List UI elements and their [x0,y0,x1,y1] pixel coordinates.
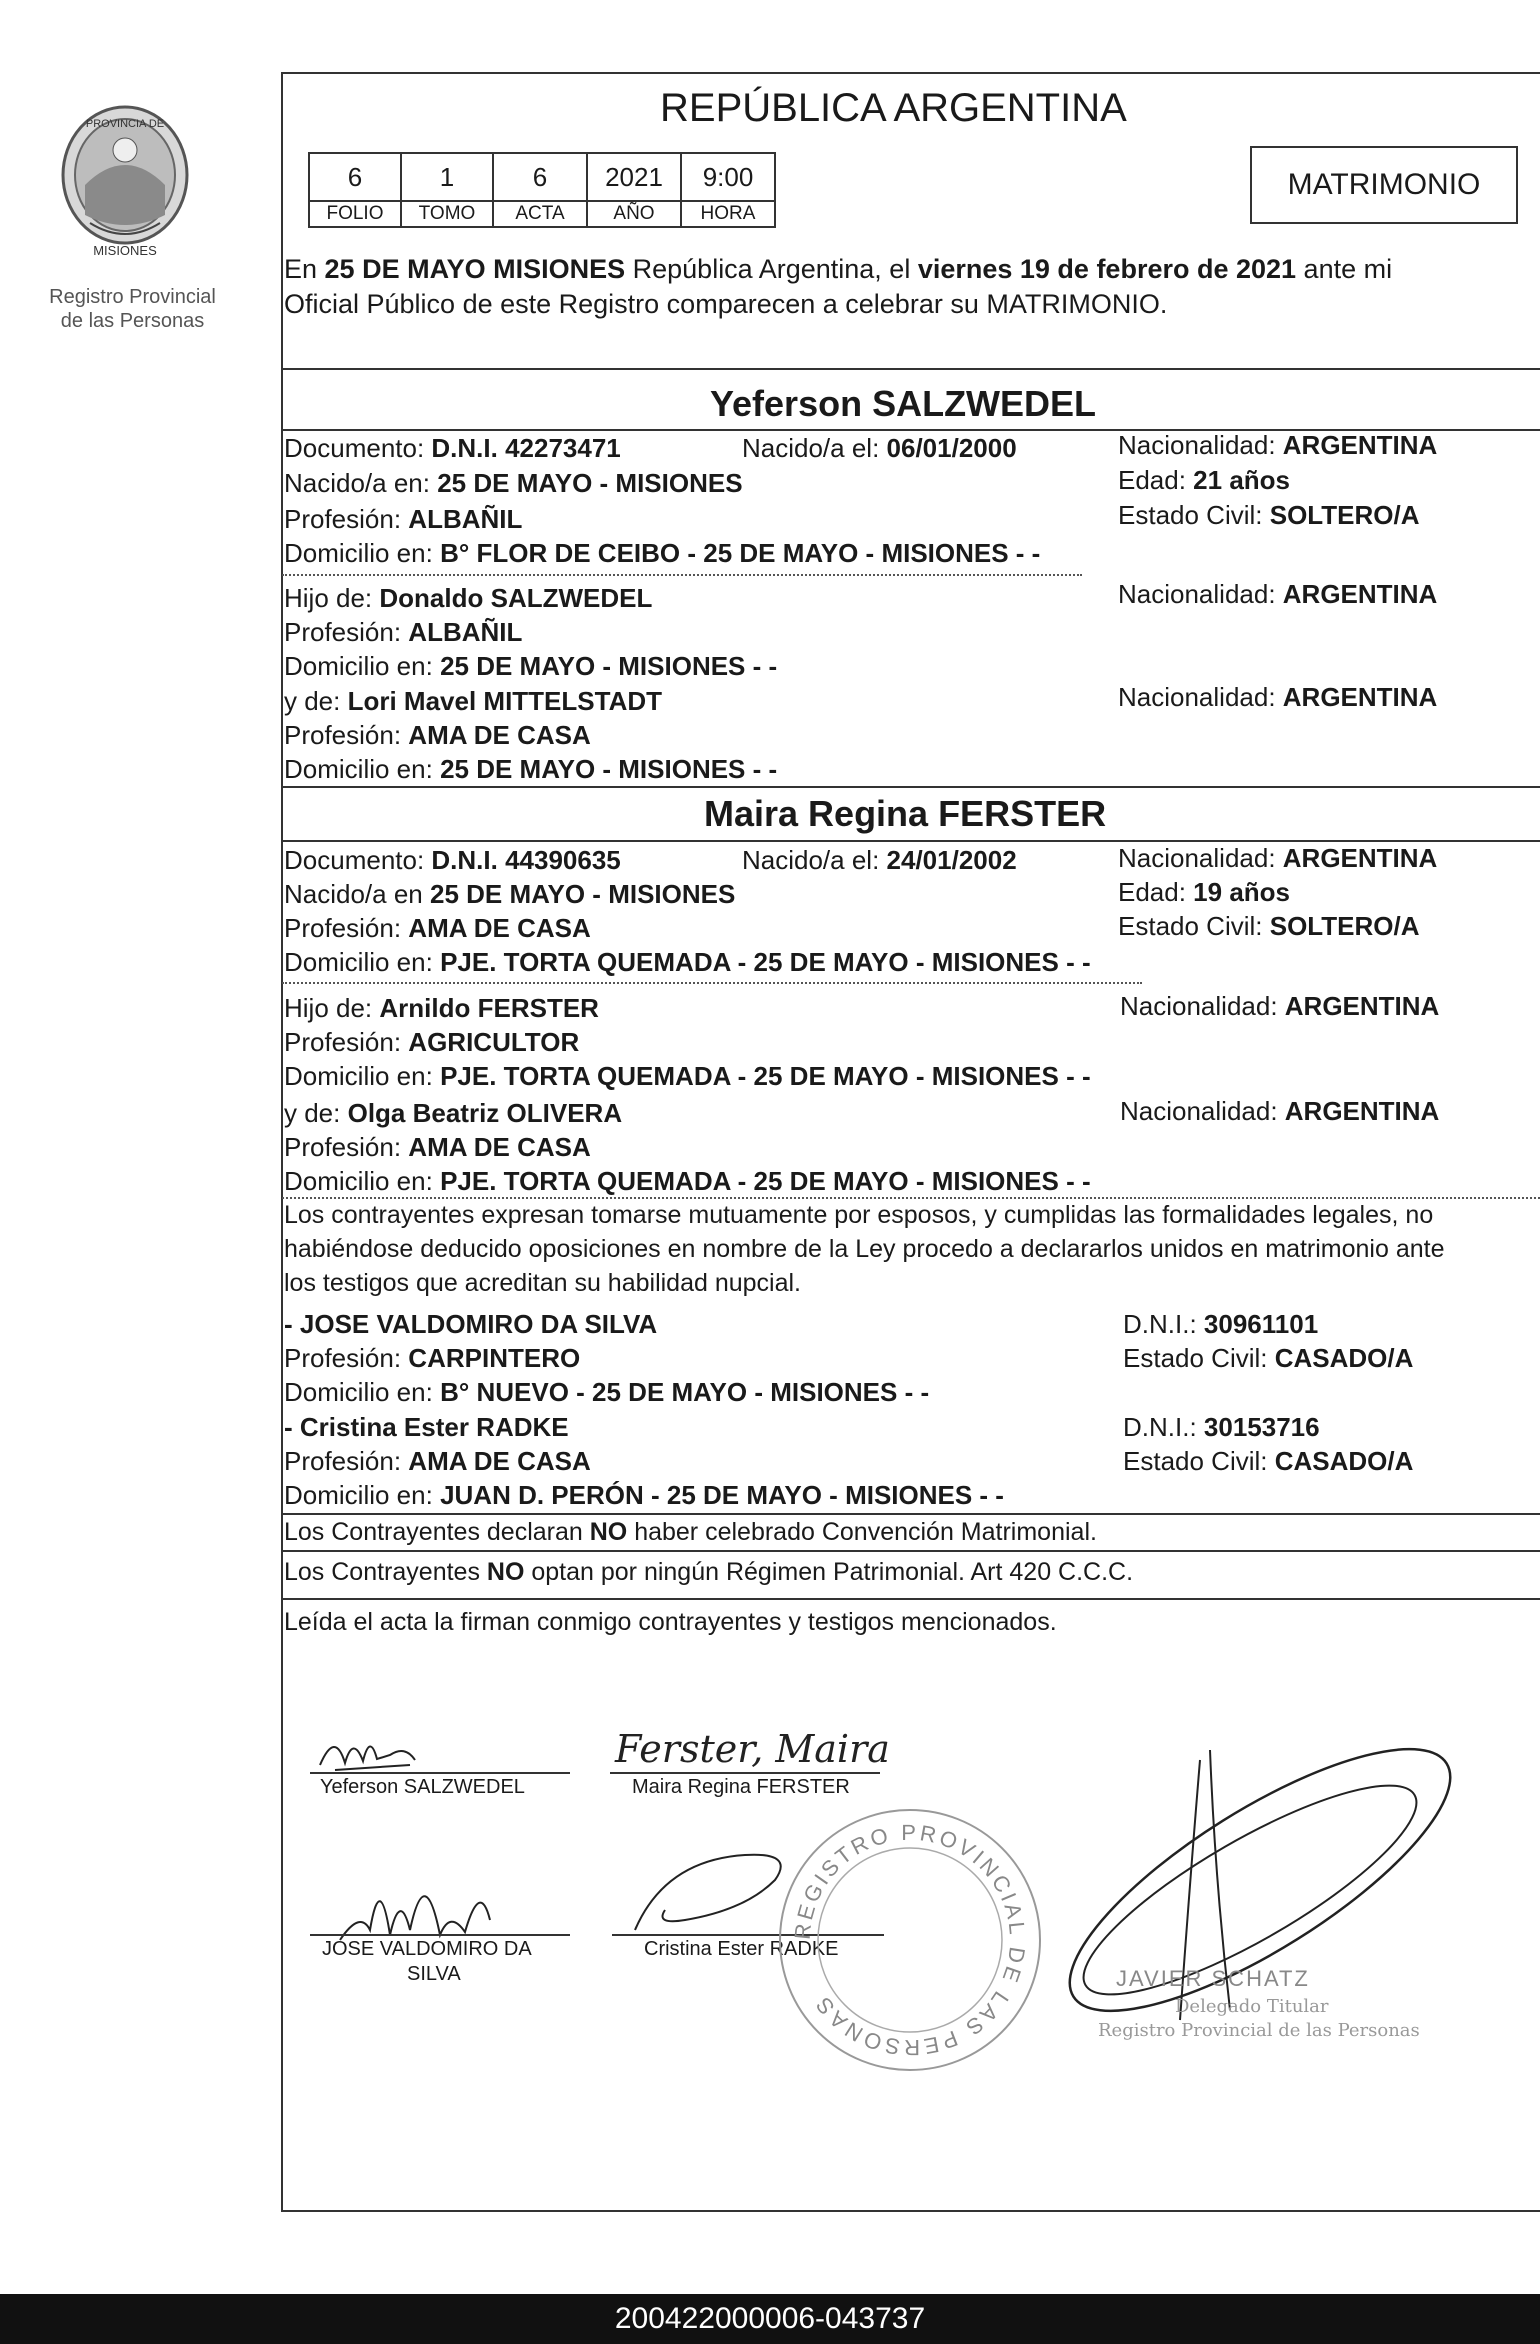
signature-caption-spouse1: Yeferson SALZWEDEL [320,1776,525,1798]
divider [282,786,1540,788]
witness1-name: - JOSE VALDOMIRO DA SILVA [284,1309,658,1339]
convention-no: NO [589,1518,628,1546]
prof-label: Profesión: [284,1343,409,1373]
seal-caption-line2: de las Personas [60,310,205,332]
divider [282,1598,1540,1600]
intro-place: 25 DE MAYO MISIONES [324,254,626,284]
addr-label: Domicilio en: [284,1377,441,1407]
signature-caption-witness2: Cristina Ester RADKE [644,1938,839,1960]
convention-text: haber celebrado Convención Matrimonial. [627,1518,1097,1546]
doc-label: Documento: [284,433,432,463]
addr-label: Domicilio en: [284,651,441,681]
dotted-divider [282,1197,1540,1199]
spouse2-mother: Olga Beatriz OLIVERA [347,1098,623,1128]
nat-label: Nacionalidad: [1118,682,1283,712]
civil-label: Estado Civil: [1118,911,1270,941]
folio-value: 6 [309,153,401,201]
barcode-text: 200422000006-043737 [614,2302,926,2335]
born-label: Nacido/a el: [742,433,887,463]
folio-label: FOLIO [309,201,401,227]
convention-text: Los Contrayentes [284,1558,487,1586]
spouse1-father-nat: ARGENTINA [1282,579,1438,609]
spouse1-mother-prof: AMA DE CASA [408,720,591,750]
anio-label: AÑO [587,201,681,227]
spouse2-mother-addr: PJE. TORTA QUEMADA - 25 DE MAYO - MISIONES - - [440,1166,1091,1196]
witness1-dni: 30961101 [1203,1309,1319,1339]
nat-label: Nacionalidad: [1120,991,1285,1021]
official-title: Delegado Titular [1175,1996,1329,2017]
registry-table [308,152,776,228]
tomo-value: 1 [401,153,493,201]
age-label: Edad: [1118,465,1194,495]
stamp-text-path: REGISTRO PROVINCIAL DE LAS PERSONAS [789,1819,1031,2061]
spouse2-addr: PJE. TORTA QUEMADA - 25 DE MAYO - MISIONES - - [440,947,1091,977]
tomo-label: TOMO [401,201,493,227]
prof-label: Profesión: [284,504,409,534]
civil-label: Estado Civil: [1123,1446,1275,1476]
anio-value: 2021 [587,153,681,201]
spouse2-age: 19 años [1193,877,1290,907]
father-label: Hijo de: [284,993,380,1023]
spouse2-mother-nat: ARGENTINA [1284,1096,1440,1126]
spouse2-father: Arnildo FERSTER [379,993,599,1023]
addr-label: Domicilio en: [284,1166,441,1196]
spouse1-born: 06/01/2000 [886,433,1017,463]
spouse1-mother-nat: ARGENTINA [1282,682,1438,712]
acta-label: ACTA [493,201,587,227]
addr-label: Domicilio en: [284,947,441,977]
closing-text: Leída el acta la firman conmigo contrayentes y testigos mencionados. [284,1608,1057,1636]
spouse1-father-addr: 25 DE MAYO - MISIONES - - [440,651,778,681]
spouse2-father-nat: ARGENTINA [1284,991,1440,1021]
witness2-dni: 30153716 [1203,1412,1320,1442]
dni-label: D.N.I.: [1123,1309,1204,1339]
born-label: Nacido/a el: [742,845,887,875]
seal-emblem-icon [55,105,195,275]
witness2-civil: CASADO/A [1274,1446,1414,1476]
mother-label: y de: [284,1098,348,1128]
signature-maira-handwritten: Ferster, Maira [615,1727,890,1771]
dotted-divider [282,982,1142,984]
witness2-name: - Cristina Ester RADKE [284,1412,569,1442]
spouse1-father-prof: ALBAÑIL [408,617,523,647]
signature-line [310,1772,570,1774]
intro-text: ante mi [1296,254,1393,284]
spouse2-doc: D.N.I. 44390635 [431,845,621,875]
spouse2-born: 24/01/2002 [886,845,1017,875]
divider [282,1550,1540,1552]
witness2-prof: AMA DE CASA [408,1446,591,1476]
prof-label: Profesión: [284,1446,409,1476]
civil-label: Estado Civil: [1118,500,1270,530]
registry-stamp-icon [770,1800,1050,2080]
stamp-text [790,1820,1030,2060]
divider [282,368,1540,370]
age-label: Edad: [1118,877,1194,907]
prof-label: Profesión: [284,913,409,943]
seal-top-text: PROVINCIA DE [85,118,165,130]
spouse1-age: 21 años [1193,465,1290,495]
spouse1-birthplace: 25 DE MAYO - MISIONES [437,468,743,498]
signature-line [310,1934,570,1936]
signature-line [610,1772,880,1774]
nat-label: Nacionalidad: [1118,579,1283,609]
dotted-divider [282,574,1082,576]
witness1-prof: CARPINTERO [408,1343,581,1373]
spouse2-mother-prof: AMA DE CASA [408,1132,591,1162]
spouse2-civil: SOLTERO/A [1269,911,1420,941]
declaration-line3: los testigos que acreditan su habilidad nupcial. [284,1269,802,1297]
seal-bottom-text: MISIONES [93,243,157,258]
convention-line1 [284,1520,1097,1545]
mother-label: y de: [284,686,348,716]
barcode-footer [0,2294,1540,2344]
spouse1-addr: B° FLOR DE CEIBO - 25 DE MAYO - MISIONES - - [440,538,1041,568]
acta-value: 6 [493,153,587,201]
prof-label: Profesión: [284,1132,409,1162]
record-type-box: MATRIMONIO [1250,146,1518,224]
intro-text: En [284,254,325,284]
spouse1-doc: D.N.I. 42273471 [431,433,621,463]
witness1-civil: CASADO/A [1274,1343,1414,1373]
civil-label: Estado Civil: [1123,1343,1275,1373]
spouse2-father-prof: AGRICULTOR [408,1027,580,1057]
father-label: Hijo de: [284,583,380,613]
spouse2-prof: AMA DE CASA [408,913,591,943]
intro-text: República Argentina, el [625,254,918,284]
addr-label: Domicilio en: [284,1061,441,1091]
addr-label: Domicilio en: [284,1480,441,1510]
nat-label: Nacionalidad: [1118,843,1283,873]
prof-label: Profesión: [284,617,409,647]
convention-text: optan por ningún Régimen Patrimonial. Art 420 C.C.C. [524,1558,1134,1586]
spouse2-nat: ARGENTINA [1282,843,1438,873]
convention-line2 [284,1560,1133,1585]
hora-label: HORA [681,201,775,227]
spouse1-civil: SOLTERO/A [1269,500,1420,530]
birthplace-label: Nacido/a en [284,879,430,909]
nat-label: Nacionalidad: [1118,430,1283,460]
hora-value: 9:00 [681,153,775,201]
spouse1-nat: ARGENTINA [1282,430,1438,460]
spouse1-mother: Lori Mavel MITTELSTADT [347,686,663,716]
declaration-line2: habiéndose deducido oposiciones en nombre de la Ley procedo a declararlos unidos en matrimonio ante [284,1235,1445,1263]
signature-caption-witness1-b: SILVA [407,1963,461,1985]
signature-caption-witness1-a: JOSE VALDOMIRO DA [322,1938,532,1960]
spouse1-mother-addr: 25 DE MAYO - MISIONES - - [440,754,778,784]
divider [282,840,1540,842]
spouse2-name: Maira Regina FERSTER [704,793,1107,834]
nat-label: Nacionalidad: [1120,1096,1285,1126]
witness2-addr: JUAN D. PERÓN - 25 DE MAYO - MISIONES - - [440,1480,1004,1510]
divider [282,1513,1540,1515]
dni-label: D.N.I.: [1123,1412,1204,1442]
addr-label: Domicilio en: [284,754,441,784]
spouse1-name: Yeferson SALZWEDEL [710,383,1097,424]
addr-label: Domicilio en: [284,538,441,568]
birthplace-label: Nacido/a en: [284,468,438,498]
convention-no: NO [486,1558,525,1586]
intro-line2: Oficial Público de este Registro comparecen a celebrar su MATRIMONIO. [284,289,1168,319]
spouse1-prof: ALBAÑIL [408,504,523,534]
spouse1-father: Donaldo SALZWEDEL [379,583,653,613]
official-org: Registro Provincial de las Personas [1098,2020,1420,2041]
intro-line1 [284,256,1392,283]
doc-label: Documento: [284,845,432,875]
official-name: JAVIER SCHATZ [1116,1966,1310,1991]
declaration-line1: Los contrayentes expresan tomarse mutuamente por esposos, y cumplidas las formalidades legales, no [284,1201,1434,1229]
intro-date: viernes 19 de febrero de 2021 [917,254,1297,284]
signature-caption-spouse2: Maira Regina FERSTER [632,1776,850,1798]
prof-label: Profesión: [284,1027,409,1057]
document-title: REPÚBLICA ARGENTINA [660,86,1127,130]
spouse2-birthplace: 25 DE MAYO - MISIONES [429,879,736,909]
convention-text: Los Contrayentes declaran [284,1518,590,1546]
witness1-addr: B° NUEVO - 25 DE MAYO - MISIONES - - [440,1377,930,1407]
seal-caption-line1: Registro Provincial [49,286,216,308]
prof-label: Profesión: [284,720,409,750]
spouse2-father-addr: PJE. TORTA QUEMADA - 25 DE MAYO - MISIONES - - [440,1061,1091,1091]
